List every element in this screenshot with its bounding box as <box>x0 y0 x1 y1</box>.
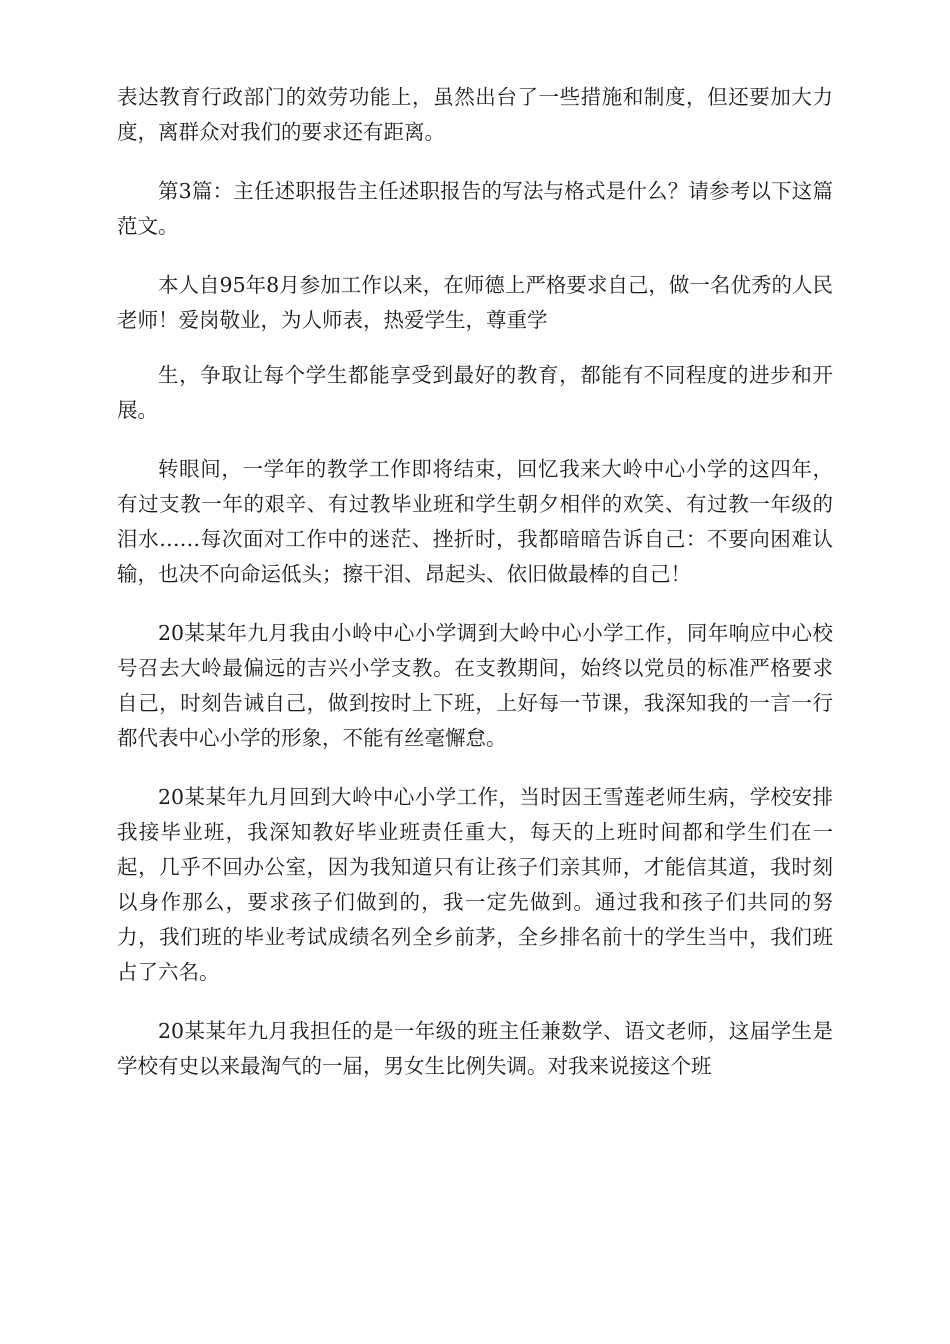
document-page <box>117 80 833 1108</box>
paragraph-5: 转眼间，一学年的教学工作即将结束，回忆我来大岭中心小学的这四年，有过支教一年的艰辛、有过教毕业班和学生朝夕相伴的欢笑、有过教一年级的泪水……每次面对工作中的迷茫、挫折时，我都暗暗告诉自己：不要向困难认输，也决不向命运低头；擦干泪、昂起头、依旧做最棒的自己！ <box>117 457 833 586</box>
paragraph-3: 本人自95年8月参加工作以来，在师德上严格要求自己，做一名优秀的人民老师！爱岗敬业，为人师表，热爱学生，尊重学 <box>117 273 833 332</box>
paragraph-7: 20某某年九月回到大岭中心小学工作，当时因王雪莲老师生病，学校安排我接毕业班，我深知教好毕业班责任重大，每天的上班时间都和学生们在一起，几乎不回办公室，因为我知道只有让孩子们亲其师，才能信其道，我时刻以身作那么，要求孩子们做到的，我一定先做到。通过我和孩子们共同的努力，我们班的毕业考试成绩名列全乡前茅，全乡排名前十的学生当中，我们班占了六名。 <box>117 785 833 984</box>
paragraph-1: 表达教育行政部门的效劳功能上，虽然出台了一些措施和制度，但还要加大力度，离群众对我们的要求还有距离。 <box>117 85 833 144</box>
paragraph-8: 20某某年九月我担任的是一年级的班主任兼数学、语文老师，这届学生是学校有史以来最淘气的一届，男女生比例失调。对我来说接这个班 <box>117 1019 833 1078</box>
paragraph-4: 生，争取让每个学生都能享受到最好的教育，都能有不同程度的进步和开展。 <box>117 363 833 422</box>
paragraph-2: 第3篇：主任述职报告主任述职报告的写法与格式是什么？请参考以下这篇范文。 <box>117 179 833 238</box>
paragraph-6: 20某某年九月我由小岭中心小学调到大岭中心小学工作，同年响应中心校号召去大岭最偏远的吉兴小学支教。在支教期间，始终以党员的标准严格要求自己，时刻告诫自己，做到按时上下班，上好每一节课，我深知我的一言一行都代表中心小学的形象，不能有丝毫懈怠。 <box>117 621 833 750</box>
